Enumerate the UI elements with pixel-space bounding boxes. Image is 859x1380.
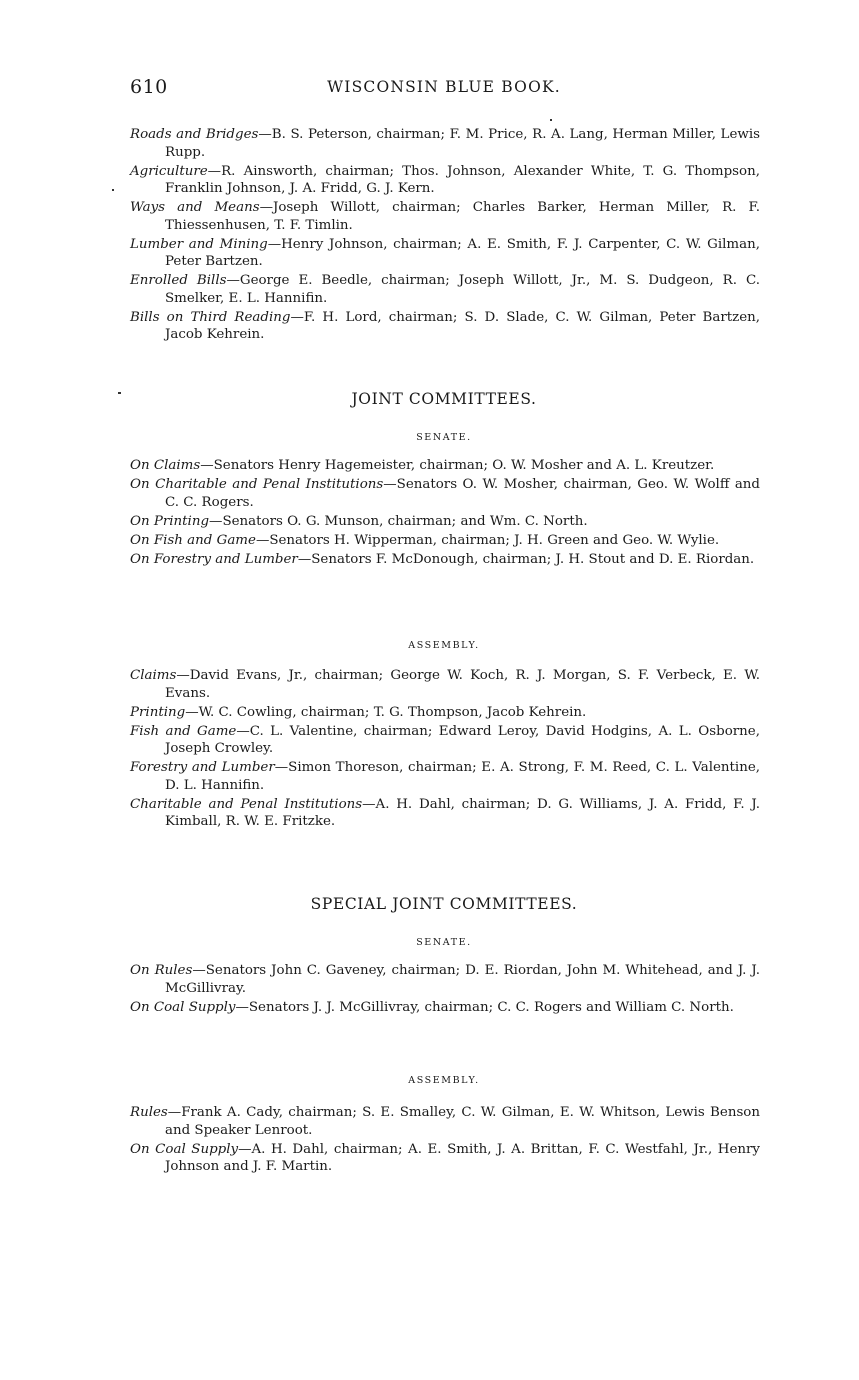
committee-name: Charitable and Penal Institutions	[130, 796, 363, 812]
committee-entry	[130, 667, 760, 702]
committee-members: —Senators J. J. McGillivray, chairman; C. C. Rogers and William C. North.	[235, 999, 734, 1015]
committee-entry	[130, 457, 760, 475]
committee-members: —Joseph Willott, chairman; Charles Barker, Herman Miller, R. F. Thiessenhusen, T. F. Timlin.	[165, 200, 760, 233]
print-speck	[550, 119, 552, 121]
special-assembly-label: ASSEMBLY.	[408, 1075, 480, 1086]
committee-entry	[130, 476, 760, 511]
committee-members: —Simon Thoreson, chairman; E. A. Strong, F. M. Reed, C. L. Valentine, D. L. Hannifin.	[165, 760, 761, 793]
committee-members: —Senators O. G. Munson, chairman; and Wm. C. North.	[209, 513, 588, 529]
committee-members: —A. H. Dahl, chairman; D. G. Williams, J. A. Fridd, F. J. Kimball, R. W. E. Fritzke.	[165, 796, 760, 830]
committee-name: Enrolled Bills	[130, 273, 227, 289]
joint-senate-list	[130, 457, 760, 570]
committee-name: Forestry and Lumber	[130, 760, 275, 776]
committee-members: —W. C. Cowling, chairman; T. G. Thompson, Jacob Kehrein.	[185, 704, 587, 720]
standing-committees-list	[130, 126, 760, 346]
committee-entry	[130, 309, 760, 344]
committee-entry	[130, 513, 760, 531]
committee-members: —Senators O. W. Mosher, chairman, Geo. W. Wolff and C. C. Rogers.	[165, 477, 760, 510]
committee-name: Fish and Game	[130, 723, 237, 739]
committee-members: —A. H. Dahl, chairman; A. E. Smith, J. A. Brittan, F. C. Westfahl, Jr., Henry Johnson and J. F. Martin.	[165, 1141, 760, 1175]
committee-members: —George E. Beedle, chairman; Joseph Willott, Jr., M. S. Dudgeon, R. C. Smelker, E. L. Hannifin.	[165, 273, 761, 306]
print-speck	[118, 392, 121, 394]
special-senate-list	[130, 962, 760, 1018]
committee-name: Printing	[130, 704, 186, 720]
committee-name: On Forestry and Lumber	[130, 551, 298, 567]
page-number: 610	[130, 76, 168, 98]
committee-members: —Senators F. McDonough, chairman; J. H. Stout and D. E. Riordan.	[297, 551, 755, 567]
committee-members: —Senators H. Wipperman, chairman; J. H. Green and Geo. W. Wylie.	[255, 532, 720, 548]
committee-members: —Henry Johnson, chairman; A. E. Smith, F. J. Carpenter, C. W. Gilman, Peter Bartzen.	[165, 236, 760, 270]
committee-name: Agriculture	[130, 163, 208, 179]
committee-entry	[130, 723, 760, 758]
committee-name: Roads and Bridges	[130, 127, 259, 142]
committee-entry	[130, 126, 760, 161]
committee-entry	[130, 1141, 760, 1176]
committee-entry	[130, 551, 760, 569]
committee-name: Claims	[130, 668, 177, 683]
committee-entry	[130, 999, 760, 1017]
joint-assembly-list	[130, 667, 760, 832]
committee-entry	[130, 759, 760, 794]
joint-assembly-label: ASSEMBLY.	[408, 640, 480, 651]
committee-members: —Senators Henry Hagemeister, chairman; O. W. Mosher and A. L. Kreutzer.	[200, 458, 715, 473]
joint-committees-heading: JOINT COMMITTEES.	[351, 390, 537, 408]
special-assembly-list	[130, 1104, 760, 1177]
committee-entry	[130, 199, 760, 234]
committee-entry	[130, 796, 760, 831]
committee-entry	[130, 704, 760, 722]
committee-entry	[130, 1104, 760, 1139]
committee-members: —F. H. Lord, chairman; S. D. Slade, C. W. Gilman, Peter Bartzen, Jacob Kehrein.	[165, 309, 760, 343]
running-head	[130, 76, 758, 100]
joint-senate-label: SENATE.	[416, 432, 472, 443]
print-speck	[112, 189, 114, 191]
committee-name: Ways and Means	[130, 200, 260, 216]
committee-name: On Rules	[130, 963, 193, 978]
committee-name: On Coal Supply	[130, 999, 236, 1015]
committee-members: —B. S. Peterson, chairman; F. M. Price, R. A. Lang, Herman Miller, Lewis Rupp.	[165, 127, 760, 160]
committee-members: —Senators John C. Gaveney, chairman; D. E. Riordan, John M. Whitehead, and J. J. McGillivray.	[165, 963, 760, 996]
committee-name: Bills on Third Reading	[130, 309, 291, 325]
committee-members: —R. Ainsworth, chairman; Thos. Johnson, Alexander White, T. G. Thompson, Franklin Johnson, J. A. Fridd, G. J. Kern.	[165, 163, 760, 197]
committee-name: Rules	[130, 1105, 168, 1120]
committee-entry	[130, 962, 760, 997]
committee-name: On Coal Supply	[130, 1141, 239, 1157]
committee-name: Lumber and Mining	[130, 236, 268, 252]
special-senate-label: SENATE.	[416, 937, 472, 948]
running-title: WISCONSIN BLUE BOOK.	[327, 78, 561, 96]
special-joint-committees-heading: SPECIAL JOINT COMMITTEES.	[310, 895, 578, 913]
committee-name: On Fish and Game	[130, 532, 256, 548]
committee-members: —C. L. Valentine, chairman; Edward Leroy, David Hodgins, A. L. Osborne, Joseph Crowley.	[165, 723, 760, 757]
committee-members: —Frank A. Cady, chairman; S. E. Smalley, C. W. Gilman, E. W. Whitson, Lewis Benson and Speaker Lenroot.	[165, 1105, 760, 1138]
committee-name: On Printing	[130, 513, 210, 529]
committee-entry	[130, 236, 760, 271]
committee-members: —David Evans, Jr., chairman; George W. Koch, R. J. Morgan, S. F. Verbeck, E. W. Evans.	[165, 668, 760, 701]
committee-name: On Claims	[130, 458, 201, 473]
committee-entry	[130, 272, 760, 307]
committee-entry	[130, 532, 760, 550]
committee-name: On Charitable and Penal Institutions	[130, 477, 384, 493]
committee-entry	[130, 163, 760, 198]
